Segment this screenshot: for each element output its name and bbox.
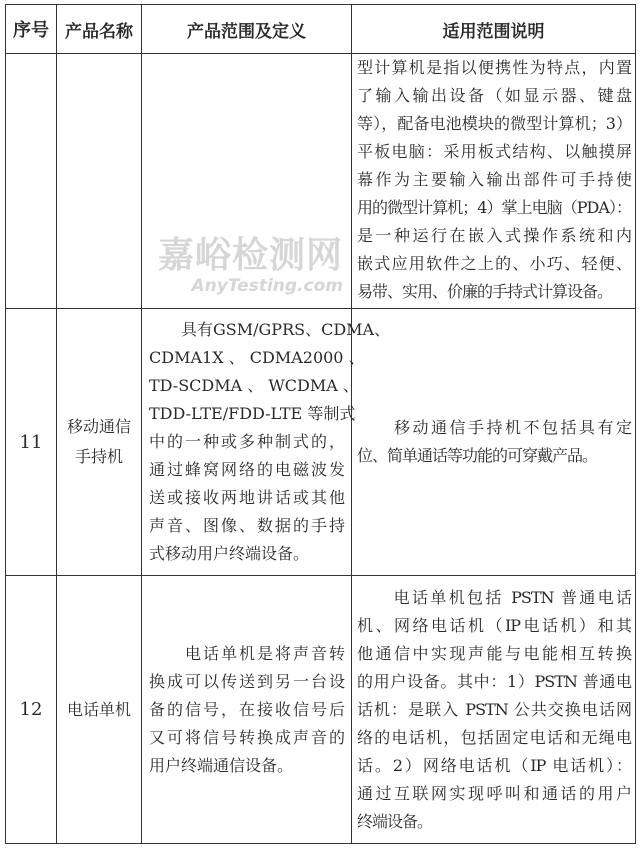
watermark-cn: 嘉峪检测网	[157, 235, 343, 276]
definition-line: 用户终端通信设备。	[149, 755, 294, 775]
scope-line: 终端设备。	[357, 811, 433, 831]
cell-no	[6, 54, 57, 309]
definition-line: 又可将信号转换成声音的	[149, 727, 345, 747]
header-row	[6, 5, 636, 54]
cell-no	[6, 309, 57, 576]
definition-line: 换成可以传送到另一台设	[149, 671, 345, 691]
header-scope: 适用范围说明	[352, 5, 636, 54]
definition-line: CDMA1X 、 CDMA2000 、	[149, 348, 365, 367]
definition-line: 电话单机是将声音转	[149, 643, 345, 663]
product-table	[5, 4, 636, 844]
product-name-line: 手持机	[74, 447, 123, 466]
definition-line: 送或接收两地讲话或其他	[149, 488, 345, 507]
table-row	[6, 576, 636, 844]
watermark-en: AnyTesting.com	[191, 276, 343, 296]
scope-line: 话。2）网络电话机（IP 电话机）：	[357, 755, 631, 775]
product-name-line: 电话单机	[66, 699, 131, 719]
product-name-line: 移动通信	[66, 417, 131, 436]
header-product-name: 产品名称	[57, 5, 142, 54]
definition-line: TDD-LTE/FDD-LTE 等制式	[149, 404, 356, 423]
scope-line: 络的电话机，包括固定电话和无绳电	[357, 727, 631, 747]
definition-line: 具有GSM/GPRS、CDMA、	[149, 320, 391, 339]
scope-line: 等），配备电池模块的微型计算机；3）	[357, 114, 631, 133]
cell-definition	[142, 576, 352, 844]
cell-product-name	[57, 309, 142, 576]
scope-line: 他通信中实现声能与电能相互转换	[357, 643, 631, 663]
cell-no	[6, 576, 57, 844]
scope-line: 平板电脑：采用板式结构、以触摸屏	[357, 142, 631, 161]
scope-line: 位、简单通话等功能的可穿戴产品。	[357, 446, 598, 465]
scope-line: 电话单机包括 PSTN 普通电话	[357, 587, 631, 607]
scope-line: 嵌式应用软件之上的、小巧、轻便、	[357, 254, 631, 273]
scope-line: 易带、实用、价廉的手持式计算设备。	[357, 282, 613, 301]
header-no: 序号	[6, 5, 57, 54]
row-number: 12	[19, 699, 43, 720]
cell-scope	[352, 576, 636, 844]
scope-line: 机、网络电话机（IP电话机）和其	[357, 615, 631, 635]
cell-product-name	[57, 54, 142, 309]
scope-line: 话机：是联入 PSTN 公共交换电话网	[357, 699, 631, 719]
header-definition: 产品范围及定义	[142, 5, 352, 54]
definition-line: TD-SCDMA 、 WCDMA 、	[149, 376, 359, 395]
cell-product-name	[57, 576, 142, 844]
scope-line: 了输入输出设备（如显示器、键盘	[357, 86, 631, 105]
cell-scope	[352, 54, 636, 309]
definition-line: 备的信号，在接收信号后	[149, 699, 345, 719]
scope-line: 的用户设备。其中：1）PSTN 普通电	[357, 671, 631, 691]
row-number: 11	[19, 431, 43, 453]
watermark	[158, 236, 343, 296]
scope-line: 型计算机是指以便携性为特点，内置	[357, 58, 631, 77]
cell-definition	[142, 54, 352, 309]
definition-line: 通过蜂窝网络的电磁波发	[149, 460, 345, 479]
definition-line: 声音、图像、数据的手持	[149, 516, 345, 535]
scope-line: 是一种运行在嵌入式操作系统和内	[357, 226, 631, 245]
scope-line: 通过互联网实现呼叫和通话的用户	[357, 783, 631, 803]
scope-line: 用的微型计算机；4）掌上电脑（PDA）：	[357, 198, 631, 217]
cell-definition	[142, 309, 391, 576]
table-row	[6, 54, 636, 309]
definition-line: 式移动用户终端设备。	[149, 544, 310, 563]
table-row	[6, 309, 636, 576]
definition-line: 中的一种或多种制式的，	[149, 432, 345, 451]
scope-line: 幕作为主要输入输出部件可手持使	[357, 170, 631, 189]
scope-line: 移动通信手持机不包括具有定	[357, 418, 631, 437]
cell-scope	[352, 309, 636, 576]
